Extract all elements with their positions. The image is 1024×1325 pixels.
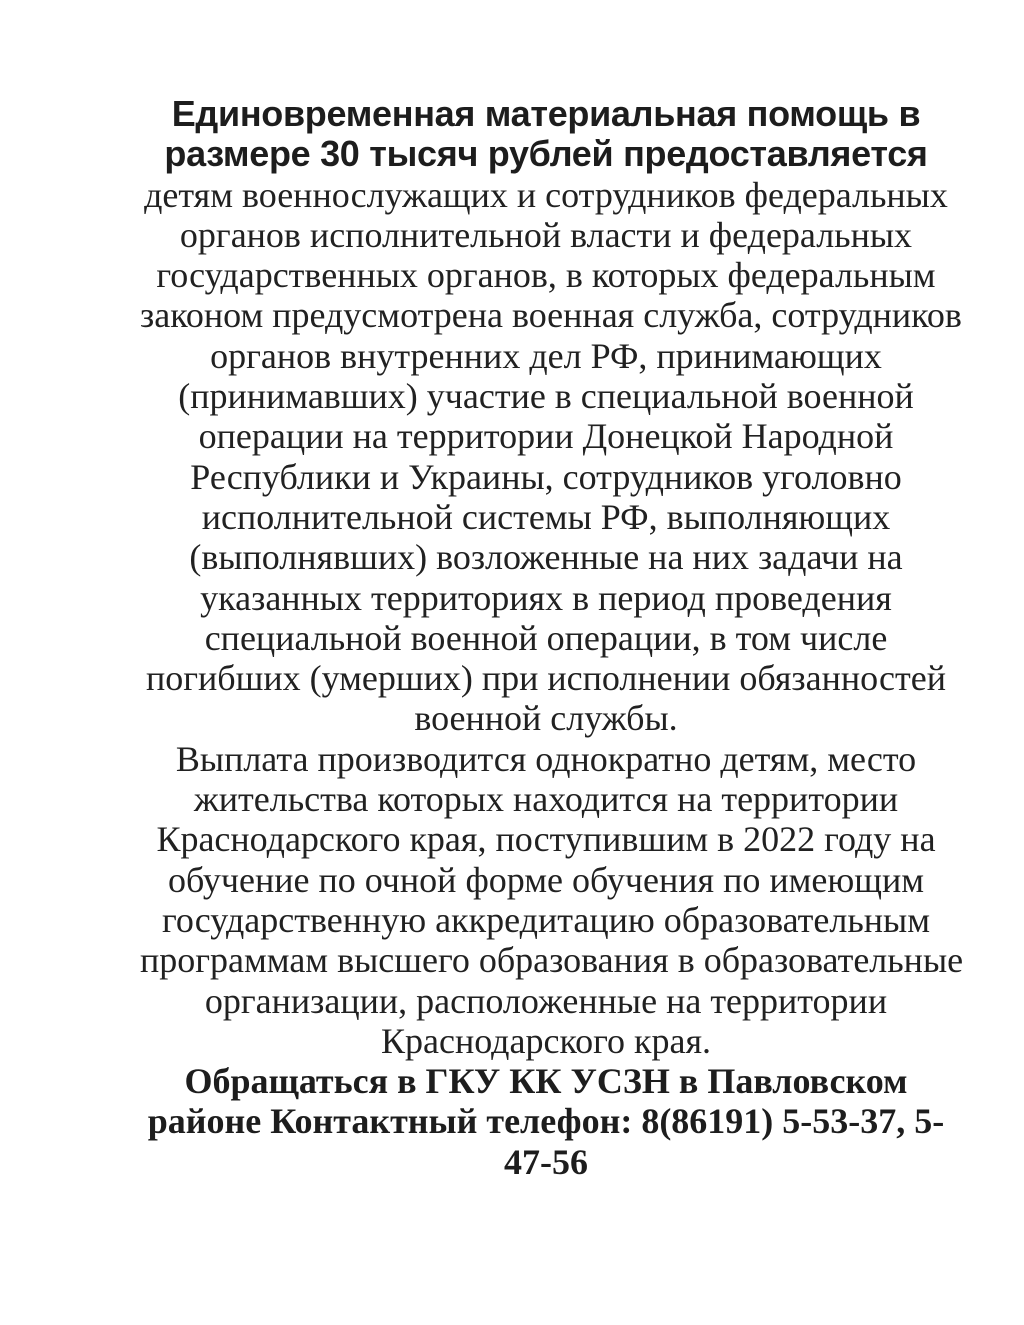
- text-line: указанных территориях в период проведения: [200, 577, 892, 618]
- text-line: Единовременная материальная помощь в: [171, 93, 921, 134]
- text-line: государственных органов, в которых федеральным: [156, 255, 936, 296]
- text-line: органов внутренних дел РФ, принимающих: [210, 335, 882, 376]
- flyer-title: [140, 94, 952, 175]
- eligibility-paragraph: [140, 174, 962, 739]
- text-line: (принимавших) участие в специальной военной: [178, 376, 914, 417]
- text-line: (выполнявших) возложенные на них задачи на: [189, 537, 903, 578]
- text-line: Выплата производится однократно детям, место: [175, 738, 917, 779]
- text-line: Республики и Украины, сотрудников уголовно: [190, 456, 902, 497]
- text-line: погибших (умерших) при исполнении обязанностей: [146, 658, 946, 699]
- text-line: размере 30 тысяч рублей предоставляется: [164, 133, 928, 175]
- text-line: государственную аккредитацию образовательным: [161, 899, 931, 940]
- text-line: Обращаться в ГКУ КК УСЗН в Павловском: [184, 1061, 908, 1102]
- text-line: детям военнослужащих и сотрудников федеральных: [144, 174, 948, 215]
- text-line: операции на территории Донецкой Народной: [198, 416, 894, 457]
- text-line: органов исполнительной власти и федеральных: [179, 214, 913, 255]
- text-line: обучение по очной форме обучения по имеющим: [167, 859, 925, 900]
- text-line: законом предусмотрена военная служба, сотрудников: [140, 295, 962, 336]
- text-line: 47-56: [504, 1141, 588, 1182]
- text-line: Краснодарского края.: [380, 1020, 712, 1061]
- text-line: Краснодарского края, поступившим в 2022 году на: [156, 819, 936, 860]
- text-line: программам высшего образования в образовательные: [140, 940, 964, 981]
- text-line: военной службы.: [414, 698, 678, 739]
- text-line: организации, расположенные на территории: [204, 980, 888, 1021]
- text-line: жительства которых находится на территории: [193, 779, 899, 820]
- text-line: специальной военной операции, в том числе: [204, 617, 888, 658]
- payment-conditions-paragraph: [140, 738, 964, 1061]
- text-line: исполнительной системы РФ, выполняющих: [201, 496, 891, 537]
- contact-info: [140, 1061, 952, 1182]
- text-line: районе Контактный телефон: 8(86191) 5-53-37, 5-: [147, 1101, 945, 1142]
